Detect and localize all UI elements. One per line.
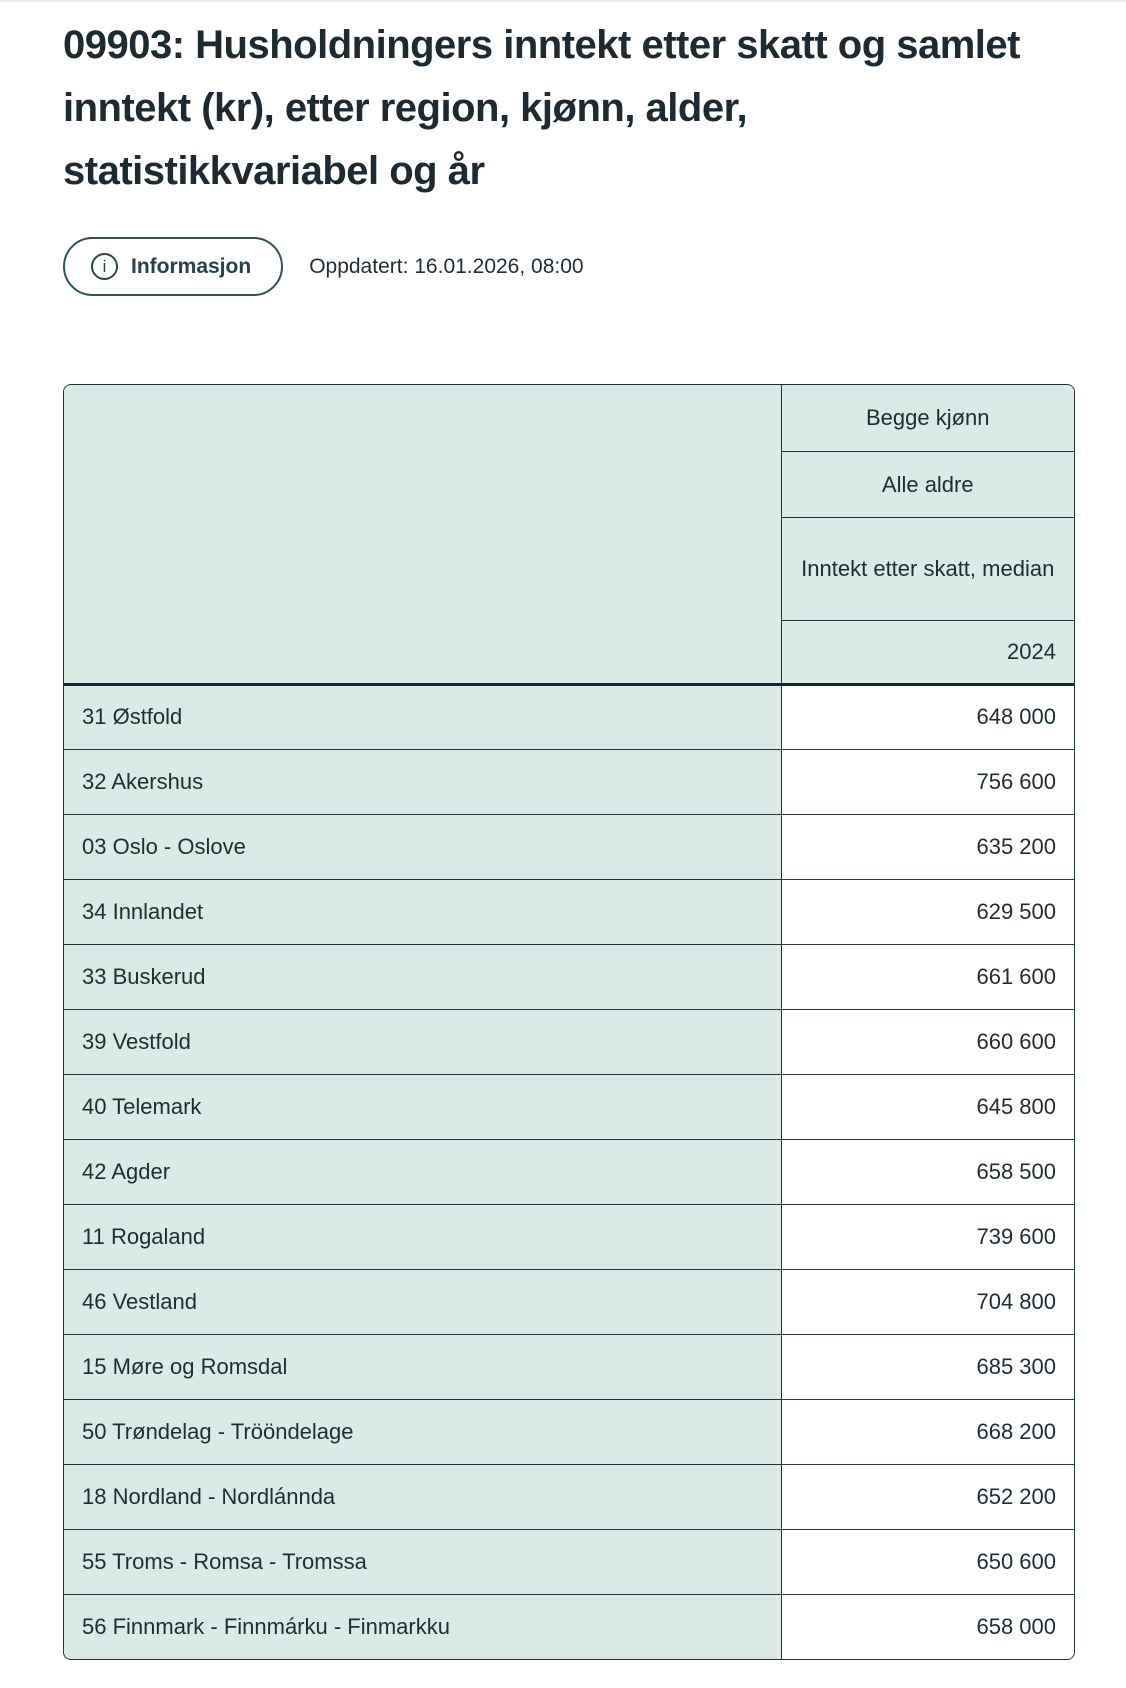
value-cell: 739 600 xyxy=(781,1204,1074,1269)
region-label: 40 Telemark xyxy=(64,1074,781,1139)
value-cell: 648 000 xyxy=(781,684,1074,749)
table-row xyxy=(64,944,1074,1009)
info-circle-icon: i xyxy=(91,253,118,280)
region-label: 18 Nordland - Nordlánnda xyxy=(64,1464,781,1529)
region-label: 39 Vestfold xyxy=(64,1009,781,1074)
table-row xyxy=(64,1204,1074,1269)
region-label: 03 Oslo - Oslove xyxy=(64,814,781,879)
meta-row xyxy=(63,237,1076,296)
region-label: 32 Akershus xyxy=(64,749,781,814)
statistics-table xyxy=(64,385,1074,1659)
page xyxy=(0,2,1126,1660)
region-label: 31 Østfold xyxy=(64,684,781,749)
table-row xyxy=(64,1139,1074,1204)
value-cell: 645 800 xyxy=(781,1074,1074,1139)
value-cell: 685 300 xyxy=(781,1334,1074,1399)
statistics-table-container xyxy=(63,384,1075,1660)
table-row xyxy=(64,1009,1074,1074)
stub-head-cell xyxy=(64,385,781,684)
region-label: 46 Vestland xyxy=(64,1269,781,1334)
region-label: 50 Trøndelag - Trööndelage xyxy=(64,1399,781,1464)
table-row xyxy=(64,684,1074,749)
value-cell: 629 500 xyxy=(781,879,1074,944)
header-gender: Begge kjønn xyxy=(781,385,1074,451)
table-row xyxy=(64,1269,1074,1334)
region-label: 34 Innlandet xyxy=(64,879,781,944)
value-cell: 652 200 xyxy=(781,1464,1074,1529)
region-label: 15 Møre og Romsdal xyxy=(64,1334,781,1399)
region-label: 55 Troms - Romsa - Tromssa xyxy=(64,1529,781,1594)
page-title: 09903: Husholdningers inntekt etter skatt og samlet inntekt (kr), etter region, kjønn, alder, statistikkvariabel og år xyxy=(63,23,1020,193)
header-year: 2024 xyxy=(781,620,1074,684)
information-button-label: Informasjon xyxy=(131,254,252,278)
value-cell: 661 600 xyxy=(781,944,1074,1009)
table-row xyxy=(64,1074,1074,1139)
table-row xyxy=(64,814,1074,879)
header-age: Alle aldre xyxy=(781,451,1074,517)
table-body xyxy=(64,684,1074,1659)
table-header xyxy=(64,385,1074,684)
value-cell: 756 600 xyxy=(781,749,1074,814)
table-row xyxy=(64,1399,1074,1464)
table-row xyxy=(64,1594,1074,1659)
header-variable: Inntekt etter skatt, median xyxy=(781,517,1074,620)
information-button[interactable] xyxy=(63,237,283,296)
table-row xyxy=(64,1464,1074,1529)
value-cell: 704 800 xyxy=(781,1269,1074,1334)
region-label: 11 Rogaland xyxy=(64,1204,781,1269)
region-label: 42 Agder xyxy=(64,1139,781,1204)
table-row xyxy=(64,1529,1074,1594)
value-cell: 635 200 xyxy=(781,814,1074,879)
value-cell: 660 600 xyxy=(781,1009,1074,1074)
value-cell: 668 200 xyxy=(781,1399,1074,1464)
table-row xyxy=(64,749,1074,814)
header-row-gender xyxy=(64,385,1074,451)
value-cell: 658 000 xyxy=(781,1594,1074,1659)
region-label: 33 Buskerud xyxy=(64,944,781,1009)
value-cell: 658 500 xyxy=(781,1139,1074,1204)
value-cell: 650 600 xyxy=(781,1529,1074,1594)
table-row xyxy=(64,1334,1074,1399)
table-row xyxy=(64,879,1074,944)
region-label: 56 Finnmark - Finnmárku - Finmarkku xyxy=(64,1594,781,1659)
updated-timestamp: Oppdatert: 16.01.2026, 08:00 xyxy=(309,254,584,278)
